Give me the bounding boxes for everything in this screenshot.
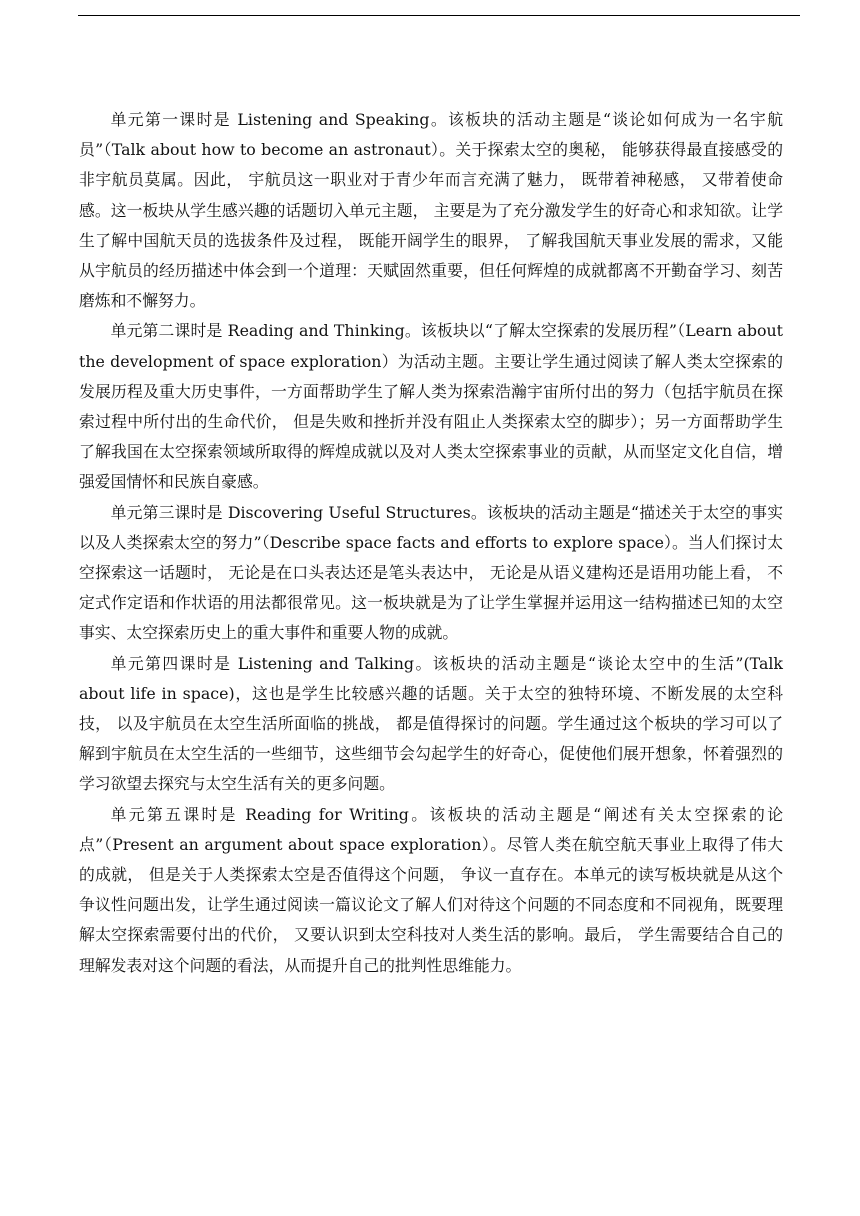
document-body: [79, 105, 783, 981]
paragraph-lesson-3: 单元第三课时是 Discovering Useful Structures。该板块的活动主题是“描述关于太空的事实以及人类探索太空的努力”（Describe space facts and efforts to explore space）。当人们探讨太空探索这一话题时， 无论是在口头表达还是笔头表达中， 无论是从语义建构还是语用功能上看， 不定式作定语和作状语的用法都很常见。这一板块就是为了让学生掌握并运用这一结构描述已知的太空事实、太空探索历史上的重大事件和重要人物的成就。: [79, 502, 783, 643]
paragraph-lesson-5: 单元第五课时是 Reading for Writing。该板块的活动主题是“阐述有关太空探索的论点”（Present an argument about space exploration）。尽管人类在航空航天事业上取得了伟大的成就， 但是关于人类探索太空是否值得这个问题， 争议一直存在。本单元的读写板块就是从这个争议性问题出发，让学生通过阅读一篇议论文了解人们对待这个问题的不同态度和不同视角，既要理解太空探索需要付出的代价， 又要认识到太空科技对人类生活的影响。最后， 学生需要结合自己的理解发表对这个问题的看法，从而提升自己的批判性思维能力。: [79, 804, 783, 975]
paragraph-lesson-4: 单元第四课时是 Listening and Talking。该板块的活动主题是“谈论太空中的生活”(Talk about life in space)，这也是学生比较感兴趣的话题。关于太空的独特环境、不断发展的太空科技， 以及宇航员在太空生活所面临的挑战， 都是值得探讨的问题。学生通过这个板块的学习可以了解到宇航员在太空生活的一些细节，这些细节会勾起学生的好奇心，促使他们展开想象，怀着强烈的学习欲望去探究与太空生活有关的更多问题。: [79, 653, 783, 794]
header-rule: [78, 15, 800, 16]
paragraph-lesson-2: 单元第二课时是 Reading and Thinking。该板块以“了解太空探索的发展历程”（Learn about the development of space exploration）为活动主题。主要让学生通过阅读了解人类太空探索的发展历程及重大历史事件，一方面帮助学生了解人类为探索浩瀚宇宙所付出的努力（包括宇航员在探索过程中所付出的生命代价， 但是失败和挫折并没有阻止人类探索太空的脚步）；另一方面帮助学生了解我国在太空探索领域所取得的辉煌成就以及对人类太空探索事业的贡献，从而坚定文化自信，增强爱国情怀和民族自豪感。: [79, 321, 783, 492]
paragraph-lesson-1: 单元第一课时是 Listening and Speaking。该板块的活动主题是“谈论如何成为一名宇航员”（Talk about how to become an astronaut）。关于探索太空的奥秘， 能够获得最直接感受的非宇航员莫属。因此， 宇航员这一职业对于青少年而言充满了魅力， 既带着神秘感， 又带着使命感。这一板块从学生感兴趣的话题切入单元主题， 主要是为了充分激发学生的好奇心和求知欲。让学生了解中国航天员的选拔条件及过程， 既能开阔学生的眼界， 了解我国航天事业发展的需求，又能从宇航员的经历描述中体会到一个道理：天赋固然重要，但任何辉煌的成就都离不开勤奋学习、刻苦磨炼和不懈努力。: [79, 110, 783, 311]
